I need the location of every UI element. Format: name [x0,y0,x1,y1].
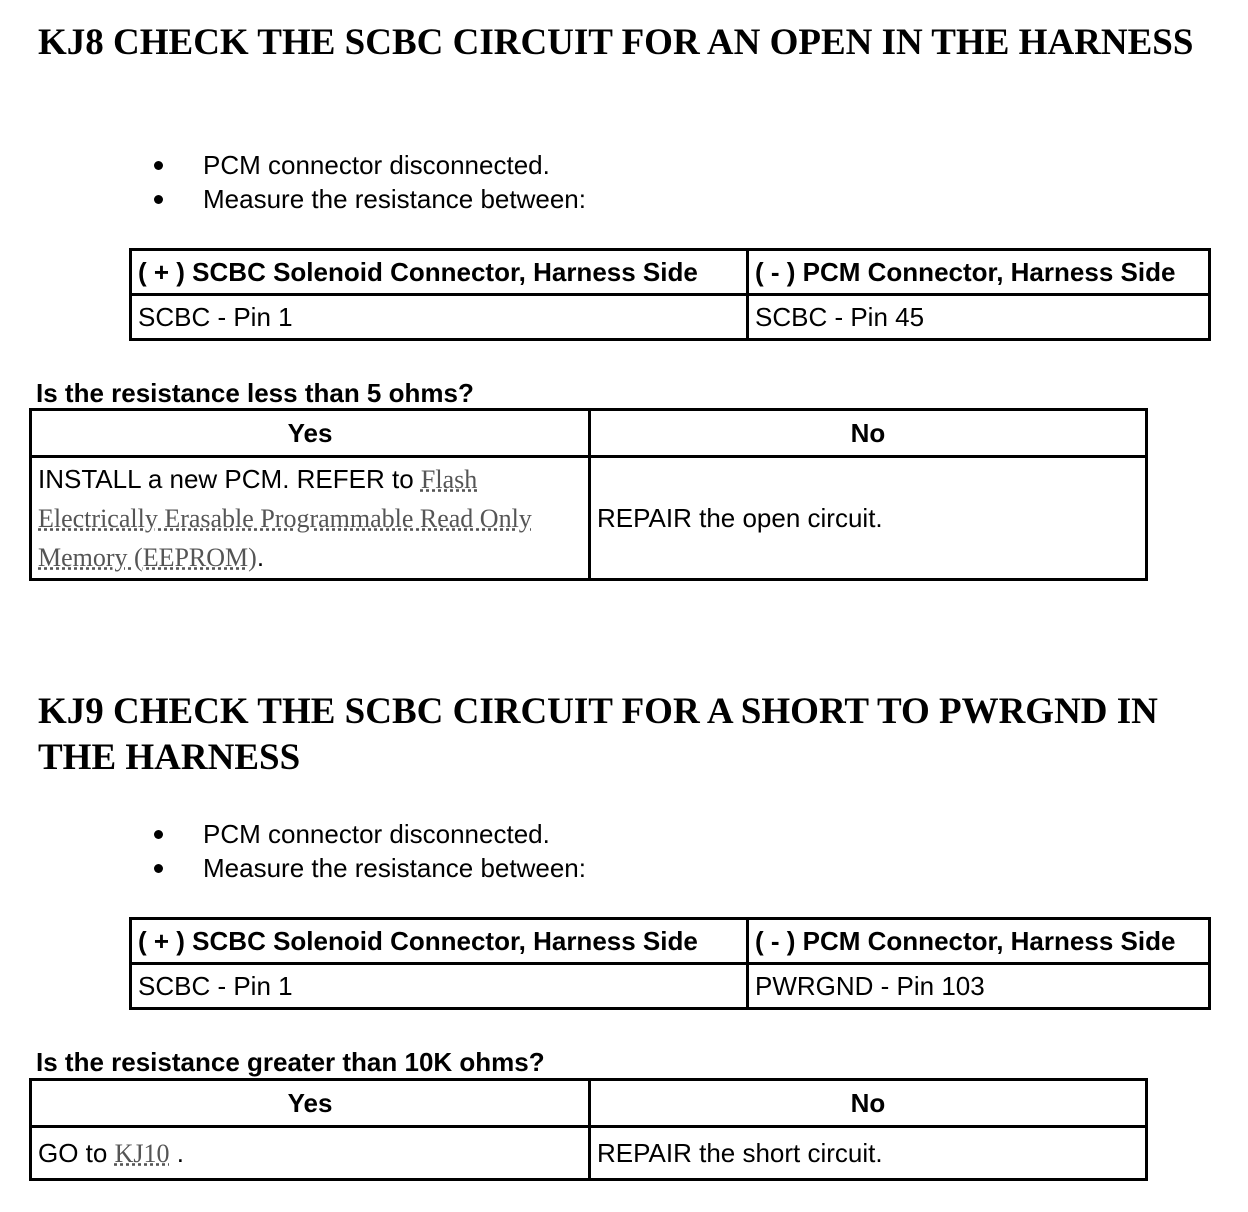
column-header-positive: ( + ) SCBC Solenoid Connector, Harness Side [131,250,748,295]
bullet-icon [154,161,163,170]
bullet-icon [154,830,163,839]
table-header-row [131,919,1210,964]
section-title-kj9: KJ9 CHECK THE SCBC CIRCUIT FOR A SHORT TO PWRGND IN THE HARNESS [38,691,1158,778]
result-table-kj8 [29,408,1148,581]
bullet-icon [154,195,163,204]
bullet-icon [154,864,163,873]
column-header-yes: Yes [31,1080,590,1127]
table-header-row [31,1080,1147,1127]
kj10-link[interactable]: KJ10 [114,1138,170,1168]
list-item: Measure the resistance between: [150,182,586,216]
yes-cell: INSTALL a new PCM. REFER to Flash Electrically Erasable Programmable Read Only Memory (EEPROM). [31,457,590,580]
column-header-positive: ( + ) SCBC Solenoid Connector, Harness Side [131,919,748,964]
instruction-list-kj8 [150,148,586,216]
column-header-no: No [590,1080,1147,1127]
table-row [131,964,1210,1009]
no-cell: REPAIR the short circuit. [590,1127,1147,1180]
table-header-row [131,250,1210,295]
column-header-yes: Yes [31,410,590,457]
eeprom-link[interactable]: Flash Electrically Erasable Programmable Read Only Memory (EEPROM) [38,464,532,572]
table-cell-negative: PWRGND - Pin 103 [748,964,1210,1009]
no-cell: REPAIR the open circuit. [590,457,1147,580]
table-header-row [31,410,1147,457]
table-cell-positive: SCBC - Pin 1 [131,295,748,340]
measurement-table-kj9 [129,917,1211,1010]
question-kj8: Is the resistance less than 5 ohms? [36,378,474,408]
table-row [31,457,1147,580]
instruction-list-kj9 [150,817,586,885]
yes-cell: GO to KJ10 . [31,1127,590,1180]
column-header-negative: ( - ) PCM Connector, Harness Side [748,250,1210,295]
list-item: PCM connector disconnected. [150,148,586,182]
table-row [31,1127,1147,1180]
column-header-negative: ( - ) PCM Connector, Harness Side [748,919,1210,964]
table-cell-negative: SCBC - Pin 45 [748,295,1210,340]
section-title-kj8: KJ8 CHECK THE SCBC CIRCUIT FOR AN OPEN IN THE HARNESS [38,22,1194,63]
question-kj9: Is the resistance greater than 10K ohms? [36,1047,545,1077]
column-header-no: No [590,410,1147,457]
list-item: PCM connector disconnected. [150,817,586,851]
table-cell-positive: SCBC - Pin 1 [131,964,748,1009]
list-item: Measure the resistance between: [150,851,586,885]
table-row [131,295,1210,340]
measurement-table-kj8 [129,248,1211,341]
result-table-kj9 [29,1078,1148,1181]
